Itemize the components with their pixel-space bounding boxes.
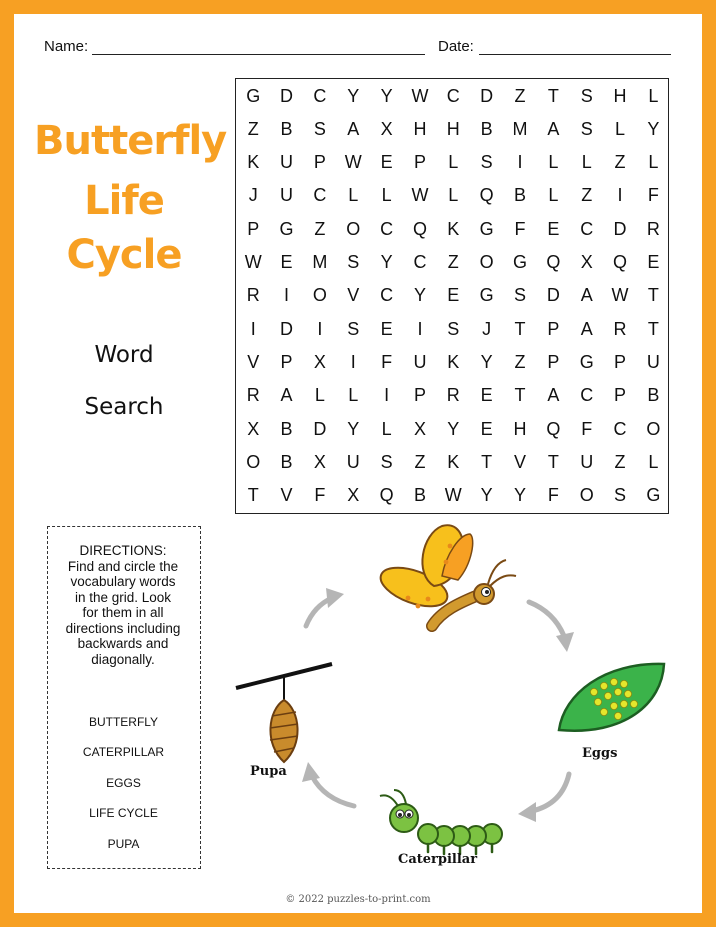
grid-cell[interactable]: L <box>615 118 626 139</box>
grid-cell[interactable]: K <box>447 351 460 372</box>
grid-cell[interactable]: R <box>246 385 260 406</box>
grid-cell[interactable]: Q <box>412 218 427 239</box>
grid-cell[interactable]: G <box>246 85 261 106</box>
grid-cell[interactable]: Z <box>447 252 459 272</box>
grid-cell[interactable]: Z <box>514 351 526 372</box>
grid-cell[interactable]: O <box>479 252 494 272</box>
grid-cell[interactable]: T <box>547 85 559 106</box>
grid-cell[interactable]: X <box>347 485 360 506</box>
grid-cell[interactable]: O <box>246 451 261 472</box>
caterpillar-label: Caterpillar <box>398 852 478 867</box>
directions-line: for them in all <box>82 605 164 620</box>
grid-cell[interactable]: G <box>479 285 494 306</box>
grid-cell[interactable]: Y <box>647 118 660 139</box>
grid-cell[interactable]: L <box>548 185 559 206</box>
grid-cell[interactable]: L <box>648 451 659 472</box>
grid-cell[interactable]: L <box>581 152 592 173</box>
grid-cell[interactable]: I <box>517 152 523 173</box>
word-list-item: BUTTERFLY <box>88 715 159 729</box>
grid-cell[interactable]: X <box>313 351 326 372</box>
name-line <box>92 54 425 55</box>
directions-line: diagonally. <box>91 651 155 667</box>
grid-cell[interactable]: I <box>317 318 323 339</box>
grid-cell[interactable]: C <box>413 252 427 272</box>
grid-cell[interactable]: Y <box>380 252 393 272</box>
worksheet-page <box>14 14 702 913</box>
grid-cell[interactable]: Y <box>480 351 493 372</box>
grid-cell[interactable]: X <box>380 118 393 139</box>
grid-cell[interactable]: A <box>280 385 293 406</box>
word-search-grid[interactable] <box>235 78 669 514</box>
grid-cell[interactable]: U <box>346 451 360 472</box>
grid-cell[interactable]: W <box>344 152 362 173</box>
grid-cell[interactable]: Y <box>380 85 393 106</box>
grid-cell[interactable]: R <box>613 318 627 339</box>
grid-cell[interactable]: L <box>648 152 659 173</box>
grid-cell[interactable]: Y <box>413 285 426 306</box>
grid-cell[interactable]: Y <box>480 485 493 506</box>
grid-cell[interactable]: C <box>580 385 594 406</box>
grid-cell[interactable]: C <box>313 85 327 106</box>
grid-cell[interactable]: X <box>580 252 593 272</box>
directions-line: vocabulary words <box>70 574 176 589</box>
subtitle-search: Search <box>84 394 164 420</box>
cycle-arrow-icon <box>306 598 569 811</box>
grid-cell[interactable]: B <box>513 185 526 206</box>
grid-cell[interactable]: I <box>250 318 256 339</box>
subtitle-word: Word <box>94 342 154 368</box>
grid-cell[interactable]: S <box>347 252 360 272</box>
grid-cell[interactable]: M <box>512 118 528 139</box>
word-list-item: PUPA <box>107 837 140 851</box>
grid-cell[interactable]: B <box>280 418 293 439</box>
grid-cell[interactable]: Y <box>447 418 460 439</box>
grid-cell[interactable]: Q <box>546 418 561 439</box>
directions-line: DIRECTIONS: <box>79 543 167 558</box>
grid-cell[interactable]: L <box>381 185 392 206</box>
directions-line: Find and circle the <box>67 558 179 574</box>
grid-cell[interactable]: O <box>646 418 661 439</box>
title-line-3: Cycle <box>66 232 182 278</box>
grid-cell[interactable]: O <box>346 218 361 239</box>
grid-cell[interactable]: L <box>548 152 559 173</box>
arrowhead-icons <box>302 588 574 822</box>
grid-cell[interactable]: P <box>413 385 426 406</box>
grid-cell[interactable]: I <box>284 285 290 306</box>
grid-cell[interactable]: R <box>646 218 660 239</box>
grid-cell[interactable]: M <box>312 252 328 272</box>
grid-cell[interactable]: L <box>381 418 392 439</box>
grid-cell[interactable]: P <box>247 218 260 239</box>
grid-cell[interactable]: H <box>446 118 460 139</box>
grid-cell[interactable]: F <box>514 218 526 239</box>
grid-cell[interactable]: Z <box>614 451 626 472</box>
grid-cell[interactable]: Z <box>581 185 593 206</box>
grid-cell[interactable]: U <box>580 451 594 472</box>
grid-cell[interactable]: P <box>614 351 627 372</box>
grid-cell[interactable]: G <box>579 351 594 372</box>
grid-cell[interactable]: T <box>481 451 493 472</box>
grid-cell[interactable]: I <box>384 385 390 406</box>
grid-cell[interactable]: I <box>350 351 356 372</box>
grid-cell[interactable]: S <box>380 451 393 472</box>
grid-cell[interactable]: Y <box>347 85 360 106</box>
grid-cell[interactable]: S <box>513 285 526 306</box>
grid-cell[interactable]: S <box>313 118 326 139</box>
grid-cell[interactable]: E <box>480 385 493 406</box>
grid-cell[interactable]: O <box>312 285 327 306</box>
grid-cell[interactable]: V <box>247 351 260 372</box>
grid-cell[interactable]: W <box>411 185 429 206</box>
grid-cell[interactable]: S <box>614 485 627 506</box>
leaf-eggs-icon <box>559 664 664 731</box>
grid-cell[interactable]: V <box>280 485 293 506</box>
grid-cell[interactable]: L <box>648 85 659 106</box>
copyright-footer: © 2022 puzzles-to-print.com <box>285 894 431 905</box>
grid-cell[interactable]: R <box>446 385 460 406</box>
grid-cell[interactable]: S <box>480 152 493 173</box>
grid-cell[interactable]: T <box>547 451 559 472</box>
grid-cell[interactable]: P <box>614 385 627 406</box>
directions-text <box>52 543 194 667</box>
grid-cell[interactable]: Y <box>513 485 526 506</box>
grid-cell[interactable]: L <box>448 152 459 173</box>
grid-cell[interactable]: D <box>480 85 494 106</box>
grid-cell[interactable]: P <box>280 351 293 372</box>
grid-cell[interactable]: E <box>447 285 460 306</box>
grid-cell[interactable]: H <box>413 118 427 139</box>
grid-cell[interactable]: D <box>280 318 294 339</box>
grid-cell[interactable]: F <box>581 418 593 439</box>
grid-cell[interactable]: A <box>580 318 593 339</box>
grid-cell[interactable]: W <box>611 285 629 306</box>
grid-cell[interactable]: J <box>248 185 258 206</box>
caterpillar-icon <box>380 790 502 854</box>
grid-cell[interactable]: Z <box>614 152 626 173</box>
grid-cell[interactable]: A <box>580 285 593 306</box>
directions-box <box>47 526 201 869</box>
grid-cell[interactable]: L <box>348 385 359 406</box>
grid-cell[interactable]: C <box>380 285 394 306</box>
grid-cell[interactable]: K <box>247 152 260 173</box>
directions-line: in the grid. Look <box>74 589 172 605</box>
grid-cell[interactable]: X <box>413 418 426 439</box>
grid-cell[interactable]: P <box>547 318 560 339</box>
directions-line: directions including <box>65 620 181 636</box>
grid-cell[interactable]: E <box>380 318 393 339</box>
grid-cell[interactable]: C <box>313 185 327 206</box>
grid-cell[interactable]: V <box>347 285 360 306</box>
grid-cell[interactable]: X <box>247 418 260 439</box>
grid-cell[interactable]: E <box>280 252 293 272</box>
grid-cell[interactable]: U <box>646 351 660 372</box>
date-line <box>479 54 671 55</box>
grid-cell[interactable]: D <box>313 418 327 439</box>
grid-cell[interactable]: L <box>348 185 359 206</box>
grid-cell[interactable]: K <box>447 451 460 472</box>
pupa-icon <box>236 664 332 762</box>
directions-line: backwards and <box>77 636 169 651</box>
date-label: Date: <box>438 38 474 55</box>
grid-cell[interactable]: X <box>313 451 326 472</box>
grid-cell[interactable]: U <box>413 351 427 372</box>
grid-cell[interactable]: S <box>447 318 460 339</box>
grid-cell[interactable]: E <box>380 152 393 173</box>
word-list-item: EGGS <box>106 776 141 790</box>
grid-cell[interactable]: O <box>579 485 594 506</box>
grid-cell[interactable]: F <box>381 351 393 372</box>
grid-cell[interactable]: L <box>314 385 325 406</box>
grid-cell[interactable]: H <box>513 418 527 439</box>
grid-cell[interactable]: D <box>280 85 294 106</box>
grid-cell[interactable]: Z <box>314 218 326 239</box>
grid-cell[interactable]: Y <box>347 418 360 439</box>
grid-cell[interactable]: K <box>447 218 460 239</box>
grid-cell[interactable]: Q <box>479 185 494 206</box>
grid-cell[interactable]: I <box>417 318 423 339</box>
grid-cell[interactable]: B <box>413 485 426 506</box>
grid-cell[interactable]: B <box>480 118 493 139</box>
grid-cell[interactable]: F <box>547 485 559 506</box>
grid-cell[interactable]: S <box>580 118 593 139</box>
grid-cell[interactable]: J <box>482 318 492 339</box>
grid-cell[interactable]: C <box>380 218 394 239</box>
grid-cell[interactable]: G <box>279 218 294 239</box>
grid-cell[interactable]: T <box>647 285 659 306</box>
word-list-item: LIFE CYCLE <box>89 806 158 820</box>
grid-cell[interactable]: T <box>647 318 659 339</box>
grid-cell[interactable]: R <box>246 285 260 306</box>
grid-cell[interactable]: C <box>580 218 594 239</box>
title-line-2: Life <box>84 178 164 224</box>
grid-cell[interactable]: U <box>280 152 294 173</box>
grid-cell[interactable]: A <box>347 118 360 139</box>
grid-cell[interactable]: G <box>512 252 527 272</box>
grid-cell[interactable]: S <box>347 318 360 339</box>
pupa-label: Pupa <box>250 764 287 779</box>
grid-cell[interactable]: A <box>547 118 560 139</box>
grid-cell[interactable]: P <box>413 152 426 173</box>
grid-cell[interactable]: T <box>247 485 259 506</box>
grid-cell[interactable]: I <box>617 185 623 206</box>
grid-cell[interactable]: B <box>280 451 293 472</box>
grid-cell[interactable]: E <box>547 218 560 239</box>
grid-cell[interactable]: E <box>480 418 493 439</box>
grid-cell[interactable]: F <box>647 185 659 206</box>
grid-cell[interactable]: L <box>448 185 459 206</box>
butterfly-icon <box>376 525 516 626</box>
grid-cell[interactable]: Z <box>247 118 259 139</box>
grid-cell[interactable]: B <box>280 118 293 139</box>
grid-cell[interactable]: H <box>613 85 627 106</box>
grid-cell[interactable]: T <box>514 318 526 339</box>
grid-cell[interactable]: Q <box>613 252 628 272</box>
grid-cell[interactable]: B <box>647 385 660 406</box>
name-label: Name: <box>44 38 89 55</box>
grid-cell[interactable]: W <box>244 252 262 272</box>
grid-cell[interactable]: U <box>280 185 294 206</box>
grid-cell[interactable]: G <box>646 485 661 506</box>
grid-cell[interactable]: C <box>446 85 460 106</box>
grid-cell[interactable]: V <box>513 451 526 472</box>
grid-cell[interactable]: W <box>411 85 429 106</box>
grid-cell[interactable]: G <box>479 218 494 239</box>
grid-cell[interactable]: Z <box>414 451 426 472</box>
grid-cell[interactable]: D <box>546 285 560 306</box>
grid-cell[interactable]: F <box>314 485 326 506</box>
grid-cell[interactable]: T <box>514 385 526 406</box>
grid-cell[interactable]: C <box>613 418 627 439</box>
grid-cell[interactable]: S <box>580 85 593 106</box>
title-line-1: Butterfly <box>34 118 227 164</box>
grid-cell[interactable]: W <box>444 485 462 506</box>
grid-cell[interactable]: Q <box>379 485 394 506</box>
grid-cell[interactable]: P <box>313 152 326 173</box>
grid-cell[interactable]: E <box>647 252 660 272</box>
grid-cell[interactable]: P <box>547 351 560 372</box>
grid-cell[interactable]: Z <box>514 85 526 106</box>
word-list-item: CATERPILLAR <box>82 745 165 759</box>
grid-cell[interactable]: D <box>613 218 627 239</box>
grid-cell[interactable]: A <box>547 385 560 406</box>
eggs-label: Eggs <box>582 746 618 761</box>
grid-cell[interactable]: Q <box>546 252 561 272</box>
